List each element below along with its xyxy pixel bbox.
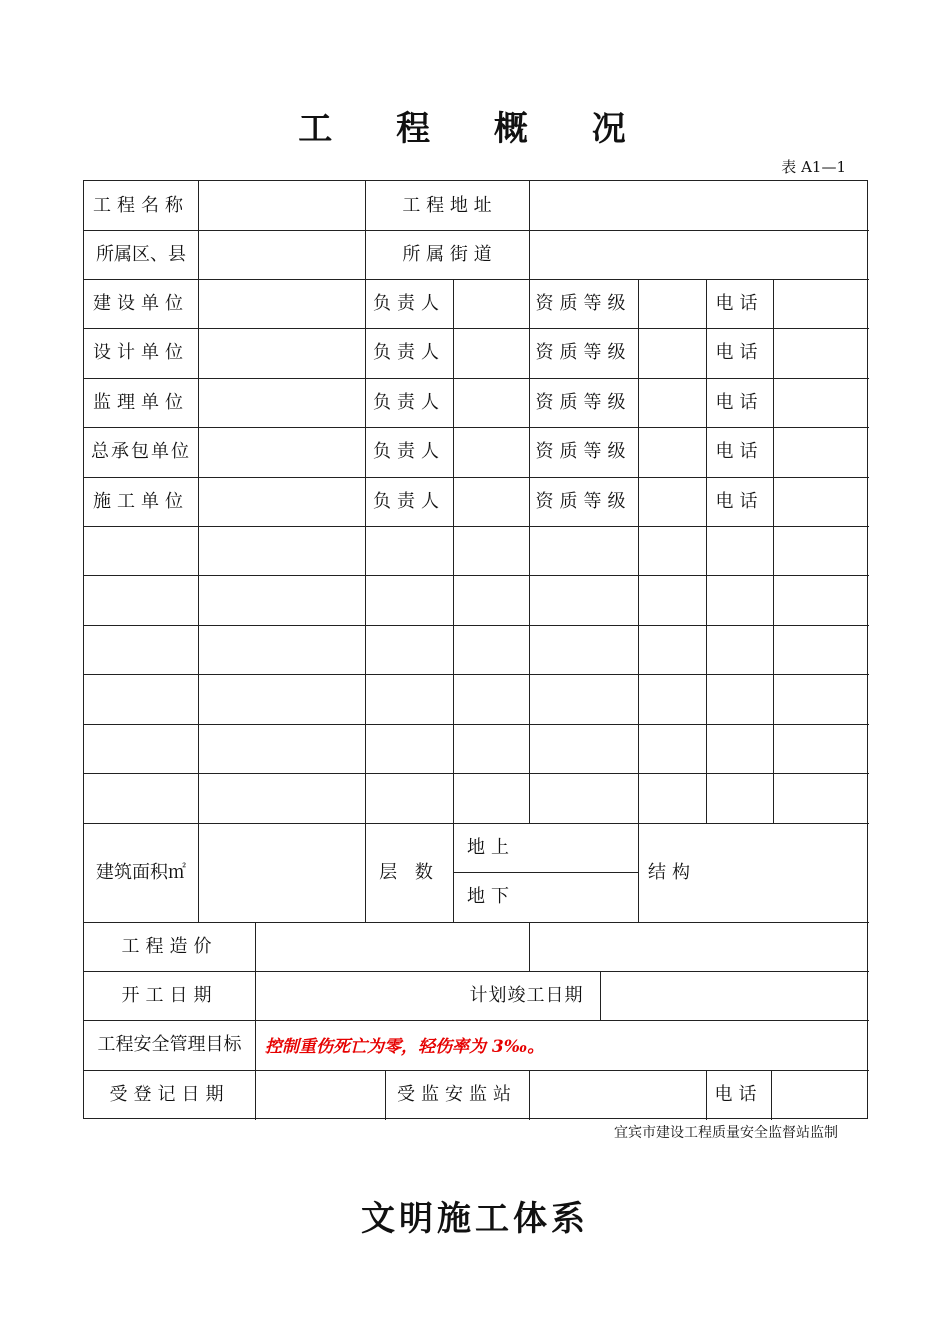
label-district: 所属区、县 bbox=[96, 243, 186, 265]
label-supervision-unit: 监理单位 bbox=[93, 391, 189, 413]
label-planned-completion: 计划竣工日期 bbox=[469, 984, 584, 1006]
label-head: 负责人 bbox=[373, 391, 445, 413]
label-phone: 电话 bbox=[715, 292, 764, 314]
label-qualification: 资质等级 bbox=[535, 391, 632, 413]
label-general-contractor: 总承包单位 bbox=[91, 441, 191, 462]
label-design-unit: 设计单位 bbox=[93, 342, 189, 363]
label-structure: 结构 bbox=[648, 861, 696, 883]
label-phone: 电话 bbox=[715, 342, 764, 363]
label-phone: 电话 bbox=[715, 441, 764, 462]
label-qualification: 资质等级 bbox=[535, 490, 632, 512]
label-above-ground: 地上 bbox=[467, 836, 515, 858]
label-qualification: 资质等级 bbox=[535, 342, 632, 363]
label-floors: 层 数 bbox=[379, 861, 439, 883]
label-phone: 电话 bbox=[715, 490, 764, 512]
label-qualification: 资质等级 bbox=[535, 292, 632, 314]
label-building-area: 建筑面积㎡ bbox=[96, 861, 186, 883]
label-project-address: 工 程 地 址 bbox=[402, 194, 492, 216]
label-head: 负责人 bbox=[373, 490, 445, 512]
label-construction-unit: 建设单位 bbox=[93, 292, 189, 314]
form-number: 表 A1—1 bbox=[781, 158, 846, 176]
label-safety-goal: 工程安全管理目标 bbox=[97, 1034, 242, 1055]
project-overview-table bbox=[83, 180, 868, 1119]
label-below-ground: 地下 bbox=[467, 886, 515, 907]
label-station-phone: 电话 bbox=[714, 1084, 763, 1105]
label-project-name: 工程名称 bbox=[93, 194, 189, 216]
label-project-cost: 工程造价 bbox=[121, 935, 218, 957]
footer-note: 宜宾市建设工程质量安全监督站监制 bbox=[614, 1125, 838, 1141]
safety-goal-value: 控制重伤死亡为零，轻伤率为 3‰。 bbox=[265, 1036, 545, 1057]
label-street: 所 属 街 道 bbox=[402, 243, 492, 265]
page-title: 工 程 概 况 bbox=[298, 109, 652, 149]
label-register-date: 受登记日期 bbox=[109, 1084, 230, 1105]
label-head: 负责人 bbox=[373, 441, 445, 462]
section-title: 文明施工体系 bbox=[361, 1199, 589, 1239]
label-builder-unit: 施工单位 bbox=[93, 490, 189, 512]
label-head: 负责人 bbox=[373, 342, 445, 363]
label-start-date: 开工日期 bbox=[121, 984, 218, 1006]
label-head: 负责人 bbox=[373, 292, 445, 314]
label-phone: 电话 bbox=[715, 391, 764, 413]
label-qualification: 资质等级 bbox=[535, 441, 632, 462]
label-supervision-station: 受监安监站 bbox=[397, 1084, 517, 1105]
